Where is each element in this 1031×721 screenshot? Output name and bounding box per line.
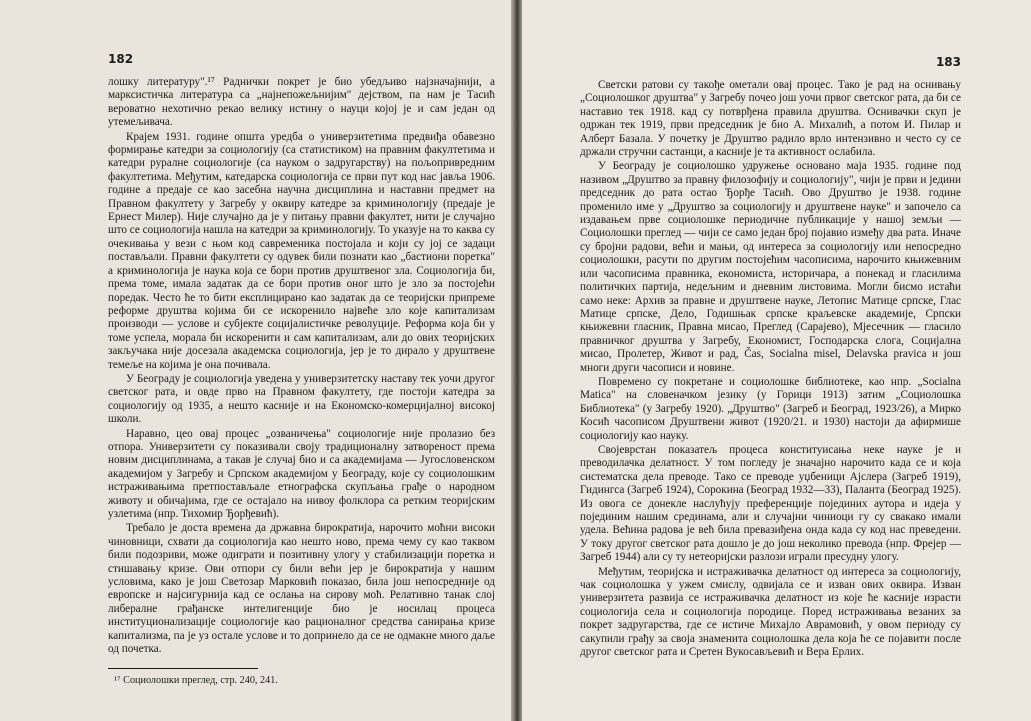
page-number-right: 183 xyxy=(935,55,961,69)
paragraph: У Београду је социологија уведена у универзитетску наставу тек уочи другог светског рата, и овде прво на Правном факултету, где постоји катедра за социологију од 1935, а нешто касније и на Економско-комерцијалној високој школи. xyxy=(108,372,495,426)
paragraph: Повремено су покретане и социолошке библиотеке, као нпр. „Socialna Matica" на словеначком језику (у Горици 1913) затим „Социолошка Библиотека" (у Загребу 1920). „Друштво" (Загреб и Београд, 1923/26), а Мирко Косић часописом Друштвени живот (1920/21. и 1930) настоји да афирмише социологију као науку. xyxy=(580,375,961,442)
book-spine xyxy=(511,0,522,721)
right-page xyxy=(522,0,1031,721)
footnote: ¹⁷ Социолошки преглед, стр. 240, 241. xyxy=(114,675,278,687)
right-page-body xyxy=(580,79,961,659)
paragraph: Крајем 1931. године општа уредба о универзитетима предвиђа обавезно формирање катедри за социологију (са статистиком) на правним факултетима и катедри руралне социологије (са науком о задругарству) на пољопривредним факултетима. Међутим, катедарска социологија се први пут код нас јавља 1906. године а предаје се као засебна научна дисциплина и наставни предмет на Правном факултету у Загребу у оквиру катедре за криминологију (предаје је Ернест Милер). Није случајно да је у питању правни факултет, нити је случајно што се социологија нашла на катедри за криминологију. То указује на то каква су очекивања у вези с њом код савременика постојала и који су јој се задаци постављали. Правни факултети су одувек били познати као „бастиони поретка" а криминологија је наука која се бори против друштвеног зла. Социологија би, према томе, имала задатак да се бори против оног што је зло за постојећи поредак. Често ће то бити експлицирано као задатак да се теоријски припреме реформе друштва којима би се искоренило највеће зло које капитализам производи — услове и субјекте социјалистичке револуције. Реформа која би у томе успела, морала би искоренити и сам капитализам, али до ових теоријских закључака није досезала академска социологија, јер је то дирало у друштвене темеље на којима је она почивала. xyxy=(108,130,495,371)
paragraph: Светски ратови су такође ометали овај процес. Тако је рад на оснивању „Социолошког друштва" у Загребу почео још уочи првог светског рата, да би се наставио тек 1918. кад су потврђена правила друштва. Оснивачки скуп је одржан тек 1919, први председник је био А. Михалић, а потом И. Пилар и Алберт Базала. У почетку је Друштво радило врло интензивно и често су се држали стручни састанци, а касније је та активност ослабила. xyxy=(580,79,961,159)
page-number-left: 182 xyxy=(108,52,134,66)
left-page-body xyxy=(108,76,495,656)
paragraph: Међутим, теоријска и истраживачка делатност од интереса за социологију, чак социолошка у ужем смислу, одвијала се и изван ових оквира. Изван универзитета развија се истраживачка делатност из које ће касније израсти социологија села и социологија породице. Поред истраживања везаних за покрет задругарства, где се истиче Михајло Аврамовић, у овом периоду су сакупили грађу за своја знаменита социолошка дела која ће се појавити после другог светског рата и Сретен Вукосављевић и Вера Ерлих. xyxy=(580,565,961,659)
paragraph: Требало је доста времена да државна бирократија, нарочито моћни високи чиновници, схвати да социологија као нешто ново, према чему су као таквом били подозриви, може одиграти и позитивну улогу у стабилизацији поретка и стишавању кризе. Ови отпори су били већи јер је бирократија у нашим условима, како је још Светозар Марковић показао, била још непосредније од европске и најсигурнија кад се ослања на сирову моћ. Релативно танак слој либералне грађанске интелигенције био је носилац процеса институционализације социологије као рационалног средства санирања кризе капитализма, па је уз остале услове и то допринело да се не одмакне много даље од почетка. xyxy=(108,522,495,656)
paragraph: лошку литературу".¹⁷ Раднички покрет је био убедљиво најзначајнији, а марксистичка литература са „најнепожељнијим" дејством, па нам је Тасић вероватно нехотично рекао велику истину о науци којој је и сам један од утемељивача. xyxy=(108,76,495,129)
paragraph: У Београду је социолошко удружење основано маја 1935. године под називом „Друштво за правну филозофију и социологију", чији је први и једини председник до рата остао Ђорђе Тасић. Ово Друштво је 1938. године променило име у „Друштво за социологију и друштвене науке" и започело са издавањем прве социолошке периодичне публикације у нашој земљи — Социолошки преглед — чији се само један број појавио између два рата. Иначе су бројни радови, већи и мањи, од интереса за социологију или непосредно социолошки, расути по другим постојећим часописима, нарочито књижевним или часописима правника, економиста, историчара, а понекад и гласилима политичких партија, недељним и дневним листовима. Могли бисмо истаћи само неке: Архив за правне и друштвене науке, Летопис Матице српске, Глас Матице српске, Дело, Годишњак српске краљевске академије, Српски књижевни гласник, Правна мисао, Преглед (Сарајево), Мјесечник — гласило правничког друштва у Загребу, Економист, Господарска слога, Социјална мисао, Пролетер, Живот и рад, Čas, Socialna misel, Delavska pravica и још многи други часописи и новине. xyxy=(580,160,961,374)
left-page xyxy=(0,0,511,721)
paragraph: Својеврстан показатељ процеса конституисања неке науке је и преводилачка делатност. У том погледу је значајно нарочито када се и која систематска дела преводе. Тако се преводе уџбеници Ајслера (Загреб 1919), Гидингса (Загреб 1924), Сорокина (Београд 1932—33), Паланта (Београд 1925). Из овога се донекле наслућују преференције појединих аутора и идеја у појединим нашим срединама, али и случајни чиниоци гу су свакако имали удела. Већина радова је већ била превазиђена онда када су код нас преведени. У току другог светског рата дошло је до још неколико превода (нпр. Фрејер — Загреб 1944) али су ту нетеоријски разлози играли пресудну улогу. xyxy=(580,443,961,564)
paragraph: Наравно, цео овај процес „озваничења" социологије није пролазио без отпора. Универзитети су показивали своју традиционалну затвореност према новим дисциплинама, а такав је случај био и са академијама — Југословенском академијом у Загребу и Српском академијом у Београду, које су социолошким истраживањима претпостављале етнографска скупљања грађе о народном животу и обичајима, где се остајало на нивоу фолклора са ретким теоријским узлетима (нпр. Тихомир Ђорђевић). xyxy=(108,427,495,520)
footnote-divider xyxy=(108,668,258,669)
